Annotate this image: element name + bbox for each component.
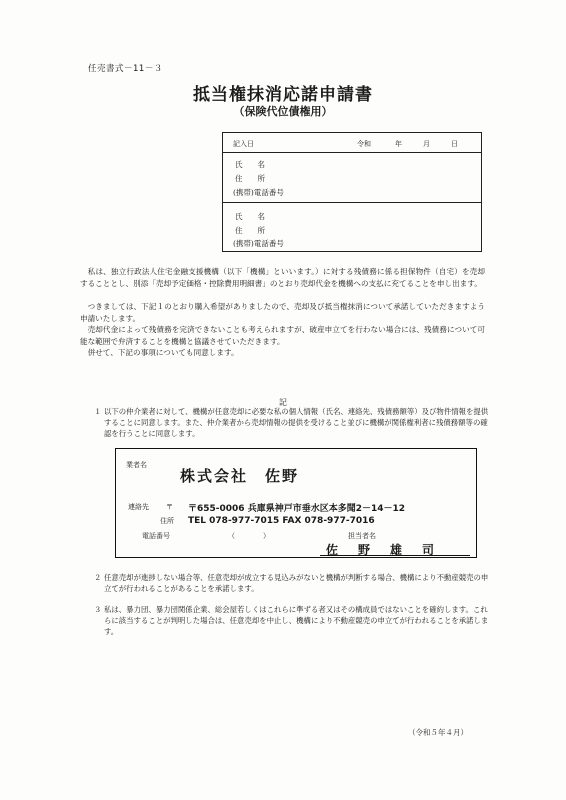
revision-date: （令和５年４月）: [408, 728, 468, 737]
applicant-2-phone-label: (携帯)電話番号: [233, 239, 284, 248]
item-3-number: ３: [94, 605, 102, 614]
agent-company-name: 株式会社 佐野: [180, 467, 300, 485]
day-label: 日: [451, 140, 458, 148]
agent-phone-blank: （ ）: [228, 532, 270, 540]
year-label: 年: [395, 140, 402, 148]
agent-postal-mark: 〒: [166, 503, 173, 511]
paragraph-4: 併せて、下記の事項についても同意します。: [80, 348, 239, 357]
applicant-1-phone-label: (携帯)電話番号: [233, 188, 284, 197]
agent-phone-label: 電話番号: [142, 532, 170, 540]
applicant-box: [222, 132, 482, 252]
agent-address: 〒655-0006 兵庫県神戸市垂水区本多聞2－14－12: [188, 504, 406, 514]
agent-company-label: 業者名: [126, 461, 147, 469]
item-1: [94, 406, 492, 440]
agent-contact-label: 連絡先: [128, 503, 149, 511]
person-underline: [320, 555, 470, 556]
applicant-1-row: [223, 153, 481, 203]
document-subtitle: （保険代位債権用）: [233, 105, 333, 118]
applicant-1-name-label: 氏 名: [235, 160, 265, 169]
applicant-1-address-label: 住 所: [235, 174, 265, 183]
paragraph-3: 売却代金によって残債務を完済できないことも考えられますが、破産申立てを行わない場合には、残債務について可能な範囲で弁済することを機構と協議させていただきます。: [80, 325, 485, 346]
agent-person-name: 佐 野 雄 司: [326, 543, 439, 557]
paragraph-2: つきましては、下記１のとおり購入希望がありましたので、売却及び抵当権抹消について承諾していただきますよう申請いたします。: [80, 302, 485, 323]
item-3-text: 私は、暴力団、暴力団関係企業、総会屋若しくはこれらに準ずる者又はその構成員ではないことを確約します。これらに該当することが判明した場合は、任意売却を中止し、機構により不動産競売の申立てが行われることを承諾します。: [104, 605, 489, 637]
item-2-text: 任意売却が進捗しない場合等、任意売却が成立する見込みがないと機構が判断する場合、機構により不動産競売の申立てが行われることがあることを承諾します。: [104, 573, 489, 594]
item-2: [94, 572, 492, 594]
ki-heading: 記: [279, 398, 287, 407]
agent-address-label: 住所: [160, 517, 174, 525]
agent-box: [115, 448, 477, 558]
agent-person-label: 担当者名: [348, 532, 376, 540]
paragraph-1: 私は、独立行政法人住宅金融支援機構（以下「機構」といいます。）に対する残債務に係る担保物件（自宅）を売却することとし、別添「売却予定価格・控除費用明細書」のとおり売却代金を機構への支払に充てることを申し出ます。: [80, 267, 485, 288]
applicant-2-row: [223, 203, 481, 251]
document-title: 抵当権抹消応諾申請書: [193, 85, 373, 105]
form-number: 任売書式－11－３: [88, 64, 163, 74]
item-2-number: ２: [94, 573, 102, 582]
entry-date-label: 記入日: [233, 140, 254, 148]
entry-date-row: [223, 133, 481, 153]
applicant-2-name-label: 氏 名: [235, 212, 265, 221]
agent-tel-fax: TEL 078-977-7015 FAX 078-977-7016: [188, 516, 375, 526]
item-3: [94, 604, 492, 638]
applicant-2-address-label: 住 所: [235, 226, 265, 235]
item-1-text: 以下の仲介業者に対して、機構が任意売却に必要な私の個人情報（氏名、連絡先、残債務額等）及び物件情報を提供することに同意します。また、仲介業者から売却情報の提供を受けること並びに機構が関係権利者に残債務額等の確認を行うことに同意します。: [104, 407, 489, 439]
item-1-number: １: [94, 407, 102, 416]
era-label: 令和: [357, 140, 371, 148]
month-label: 月: [423, 140, 430, 148]
